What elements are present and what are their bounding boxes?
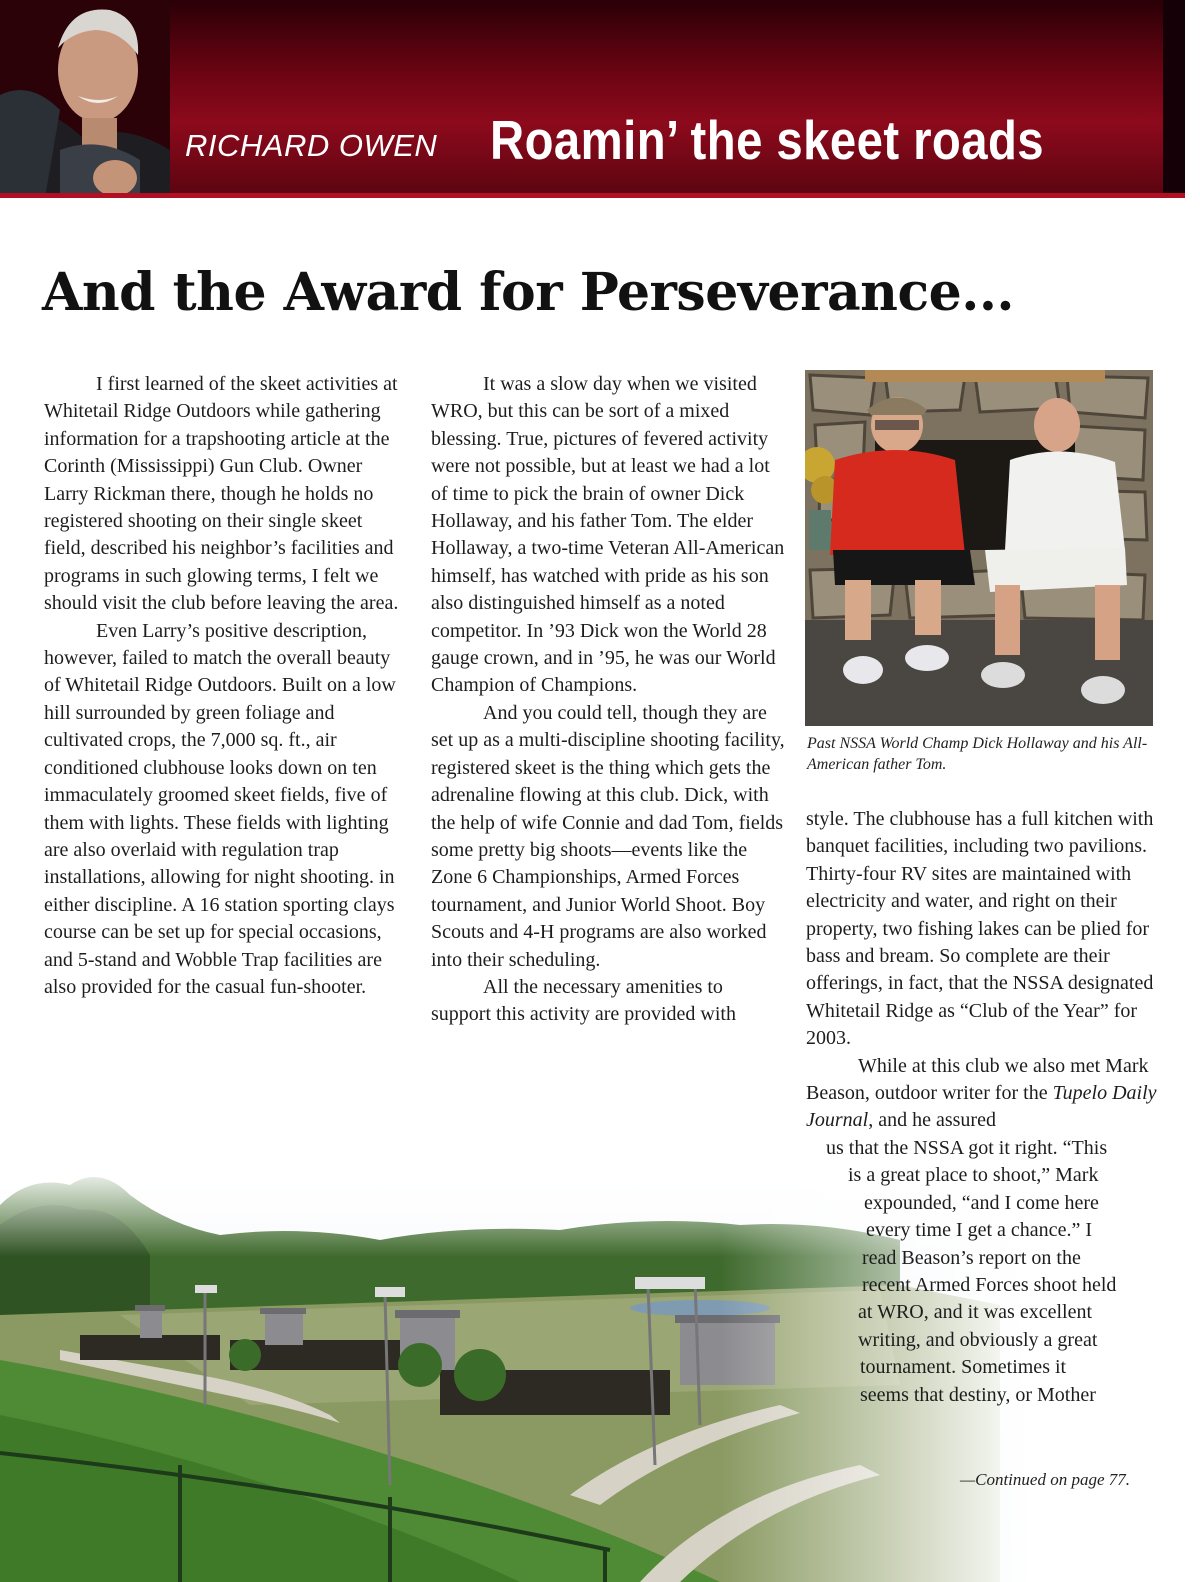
column-header-band bbox=[0, 0, 1185, 198]
text-line: seems that destiny, or Mother bbox=[860, 1383, 1096, 1406]
text-segment: While at this club we also met Mark Beason, outdoor writer for the bbox=[806, 1054, 1149, 1105]
text-segment: , and he assured bbox=[868, 1109, 996, 1132]
photo-caption: Past NSSA World Champ Dick Hollaway and his All-American father Tom. bbox=[807, 735, 1148, 773]
text-column-2 bbox=[431, 371, 786, 1029]
text-column-3 bbox=[806, 806, 1158, 1409]
page-edge-shadow bbox=[1163, 0, 1185, 198]
continued-notice: —Continued on page 77. bbox=[960, 1470, 1130, 1489]
paragraph: Even Larry’s positive description, however, failed to match the overall beauty of Whitetail Ridge Outdoors. Built on a low hill surrounded by green foliage and cultivated crops, the 7,000 sq. ft., air conditioned clubhouse looks down on ten immaculately groomed skeet fields, five of them with lights. These fields with lighting are also overlaid with regulation trap installations, allowing for night shooting. in either discipline. A 16 station sporting clays course can be set up for special occasions, and 5-stand and Wobble Trap facilities are also provided for the casual fun-shooter. bbox=[44, 619, 396, 998]
text-line: writing, and obviously a great bbox=[858, 1328, 1098, 1351]
column-title: Roamin’ the skeet roads bbox=[490, 109, 1045, 171]
paragraph: And you could tell, though they are set up as a multi-discipline shooting facility, registered skeet is the thing which gets the adrenaline flowing at this club. Dick, with the help of wife Connie and dad Tom, fields some pretty big shoots—events like the Zone 6 Championships, Armed Forces tournament, and Junior World Shoot. Boy Scouts and 4-H programs are also worked into their scheduling. bbox=[431, 701, 785, 971]
paragraph: I first learned of the skeet activities at Whitetail Ridge Outdoors while gathering information for a trapshooting article at the Corinth (Mississippi) Gun Club. Owner Larry Rickman there, though he holds no registered shooting on their single skeet field, described his neighbor’s facilities and programs in such glowing terms, I felt we should visit the club before leaving the area. bbox=[44, 373, 399, 615]
text-line: is a great place to shoot,” Mark bbox=[848, 1164, 1099, 1187]
photo-dick-and-tom-hollaway bbox=[805, 370, 1153, 726]
text-line: tournament. Sometimes it bbox=[860, 1356, 1067, 1379]
author-portrait bbox=[0, 0, 170, 198]
article-headline: And the Award for Perseverance... bbox=[42, 262, 1015, 323]
paragraph: It was a slow day when we visited WRO, but this can be sort of a mixed blessing. True, pictures of fevered activity were not possible, but at least we had a lot of time to pick the brain of owner Dick Hollaway, and his father Tom. The elder Hollaway, a two-time Veteran All-American himself, has watched with pride as his son also distinguished himself as a noted competitor. In ’93 Dick won the World 28 gauge crown, and in ’95, he was our World Champion of Champions. bbox=[431, 373, 785, 697]
text-column-1 bbox=[44, 371, 406, 1001]
text-line: at WRO, and it was excellent bbox=[858, 1301, 1093, 1324]
paragraph bbox=[806, 1053, 1158, 1135]
paragraph: All the necessary amenities to support this activity are provided with bbox=[431, 975, 736, 1026]
text-line: recent Armed Forces shoot held bbox=[862, 1273, 1117, 1296]
text-line: every time I get a chance.” I bbox=[866, 1219, 1092, 1242]
text-line: expounded, “and I come here bbox=[864, 1191, 1099, 1214]
paragraph: style. The clubhouse has a full kitchen with banquet facilities, including two pavilions. Thirty-four RV sites are maintained with electricity and water, and right on their property, two fishing lakes can be plied for bass and bream. So complete are their offerings, in fact, that the NSSA designated Whitetail Ridge as “Club of the Year” for 2003. bbox=[806, 808, 1154, 1050]
text-line: read Beason’s report on the bbox=[862, 1246, 1081, 1269]
publication-name: Tupelo Daily Journal bbox=[806, 1082, 1157, 1132]
author-byline: RICHARD OWEN bbox=[185, 128, 438, 163]
text-line: us that the NSSA got it right. “This bbox=[826, 1136, 1108, 1159]
